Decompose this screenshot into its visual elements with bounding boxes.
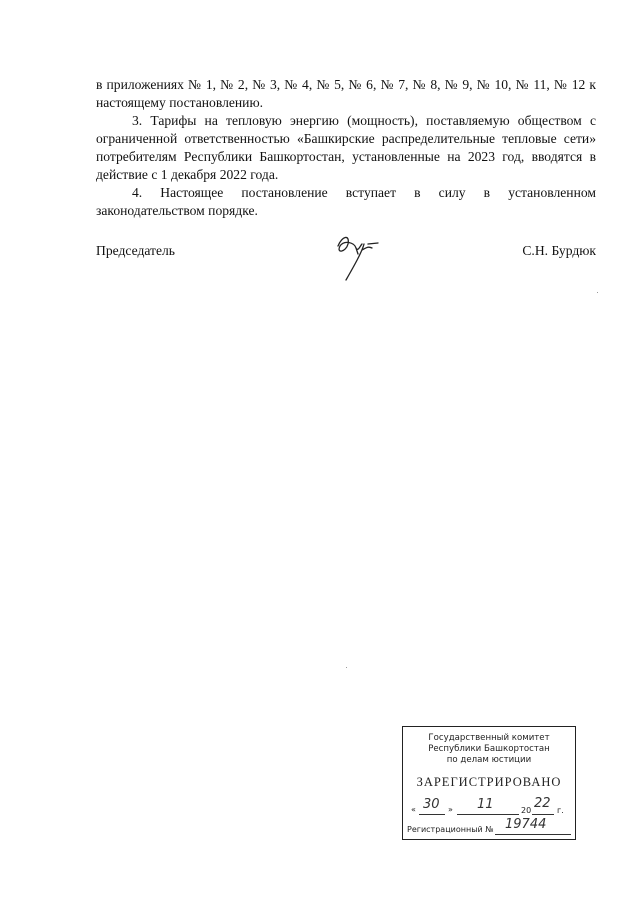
signature-block — [96, 240, 596, 280]
scan-speck — [346, 667, 347, 668]
stamp-org-line: Государственный комитет — [428, 733, 550, 743]
paragraph-appendix-list: в приложениях № 1, № 2, № 3, № 4, № 5, № 6, № 7, № 8, № 9, № 10, № 11, № 12 к настоящему постановлению. — [96, 77, 596, 110]
stamp-day: 30 — [423, 797, 440, 812]
signatory-name: С.Н. Бурдюк — [522, 243, 596, 258]
signatory-title: Председатель — [96, 243, 175, 258]
stamp-date — [411, 796, 569, 817]
paragraph-effective: 4. Настоящее постановление вступает в силу в установленном законодательством порядке. — [96, 185, 596, 218]
stamp-year-prefix: 20 — [521, 806, 532, 815]
stamp-reg-label: Регистрационный № — [407, 825, 494, 834]
stamp-year-unit: г. — [557, 806, 564, 815]
stamp-month: 11 — [477, 797, 494, 812]
paragraph-tariffs: 3. Тарифы на тепловую энергию (мощность), поставляемую обществом с ограниченной ответственностью «Башкирские распределительные тепловые сети» потребителям Республики Башкортостан, установленные на 2023 год, вводятся в действие с 1 декабря 2022 года. — [96, 113, 596, 182]
stamp-org-line: Республики Башкортостан — [428, 744, 550, 754]
stamp-organization — [403, 733, 575, 766]
stamp-quote-open: « — [411, 805, 416, 814]
registration-stamp — [402, 726, 576, 840]
stamp-quote-close: » — [448, 805, 453, 814]
stamp-reg-number: 19744 — [505, 817, 547, 832]
handwritten-signature — [328, 226, 388, 284]
stamp-org-line: по делам юстиции — [446, 755, 532, 765]
stamp-registration-number — [407, 817, 573, 837]
document-body — [96, 76, 596, 220]
scan-speck — [597, 292, 598, 293]
stamp-registered-label: ЗАРЕГИСТРИРОВАНО — [416, 775, 562, 789]
stamp-year: 22 — [534, 796, 551, 811]
